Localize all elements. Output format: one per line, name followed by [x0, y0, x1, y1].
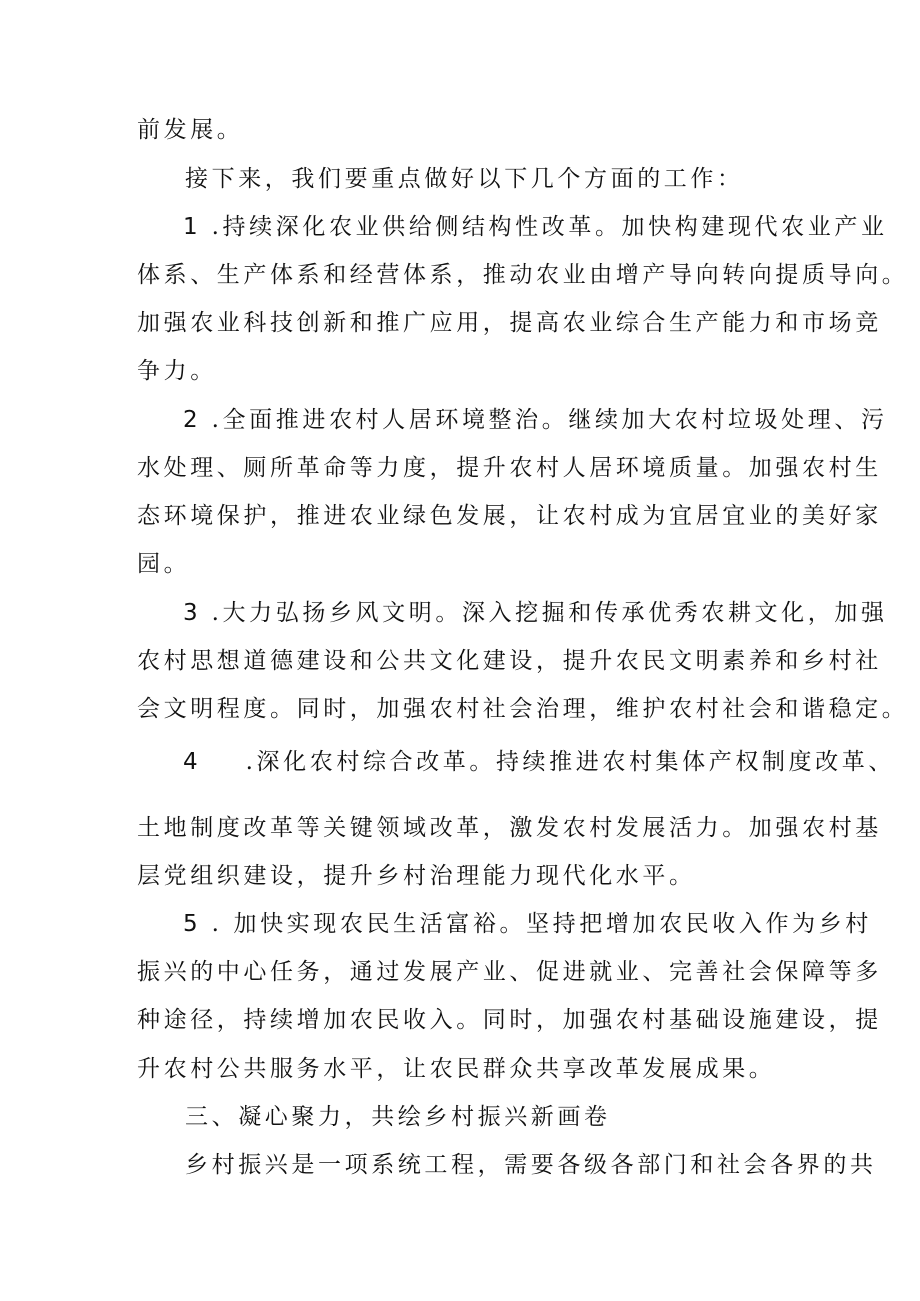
line-text: 态环境保护，推进农业绿色发展，让农村成为宜居宜业的美好家 — [137, 503, 882, 529]
paragraph-line — [185, 1150, 877, 1180]
paragraph-line — [137, 501, 882, 531]
paragraph-line — [137, 861, 696, 891]
list-number: 4 — [183, 749, 198, 775]
paragraph-line — [137, 115, 243, 145]
line-text: 种途径，持续增加农民收入。同时，加强农村基础设施建设，提 — [137, 1007, 882, 1033]
line-text: . 加快实现农民生活富裕。坚持把增加农民收入作为乡村 — [211, 911, 872, 937]
list-item-3-line — [183, 598, 888, 628]
line-text: 层党组织建设，提升乡村治理能力现代化水平。 — [137, 863, 696, 889]
line-text: 加强农业科技创新和推广应用，提高农业综合生产能力和市场竞 — [137, 310, 882, 336]
paragraph-line — [137, 1005, 882, 1035]
list-number: 3 — [183, 600, 198, 626]
line-text: .全面推进农村人居环境整治。继续加大农村垃圾处理、污 — [211, 407, 888, 433]
paragraph-line — [137, 694, 908, 724]
list-item-4-line — [183, 747, 895, 777]
line-text: 农村思想道德建设和公共文化建设，提升农民文明素养和乡村社 — [137, 648, 882, 674]
line-text: 乡村振兴是一项系统工程，需要各级各部门和社会各界的共 — [185, 1152, 877, 1178]
heading-text: 三、凝心聚力，共绘乡村振兴新画卷 — [185, 1104, 611, 1130]
line-text: 升农村公共服务水平，让农民群众共享改革发展成果。 — [137, 1056, 776, 1082]
paragraph-line — [137, 646, 882, 676]
line-text: .深化农村综合改革。持续推进农村集体产权制度改革、 — [245, 749, 895, 775]
paragraph-line — [137, 1054, 775, 1084]
line-text: 土地制度改革等关键领域改革，激发农村发展活力。加强农村基 — [137, 815, 882, 841]
line-text: 振兴的中心任务，通过发展产业、促进就业、完善社会保障等多 — [137, 959, 882, 985]
list-number: 5 — [183, 911, 198, 937]
paragraph-line — [137, 957, 882, 987]
line-text: .持续深化农业供给侧结构性改革。加快构建现代农业产业 — [211, 214, 888, 240]
line-text: 体系、生产体系和经营体系，推动农业由增产导向转向提质导向。 — [137, 262, 909, 288]
line-text: 前发展。 — [137, 117, 244, 143]
line-text: 会文明程度。同时，加强农村社会治理，维护农村社会和谐稳定。 — [137, 696, 909, 722]
paragraph-line — [185, 164, 744, 194]
list-item-2-line — [183, 405, 888, 435]
paragraph-line — [137, 453, 882, 483]
line-text: 接下来，我们要重点做好以下几个方面的工作： — [185, 166, 744, 192]
list-item-5-line — [183, 909, 872, 939]
line-text: 争力。 — [137, 358, 217, 384]
list-number: 1 — [183, 214, 198, 240]
line-text: 水处理、厕所革命等力度，提升农村人居环境质量。加强农村生 — [137, 455, 882, 481]
line-text: 园。 — [137, 551, 191, 577]
paragraph-line — [137, 356, 217, 386]
section-heading — [185, 1102, 611, 1132]
line-text: .大力弘扬乡风文明。深入挖掘和传承优秀农耕文化，加强 — [211, 600, 888, 626]
list-number: 2 — [183, 407, 198, 433]
list-item-1-line — [183, 212, 888, 242]
paragraph-line — [137, 549, 190, 579]
paragraph-line — [137, 308, 882, 338]
paragraph-line — [137, 813, 882, 843]
paragraph-line — [137, 260, 908, 290]
